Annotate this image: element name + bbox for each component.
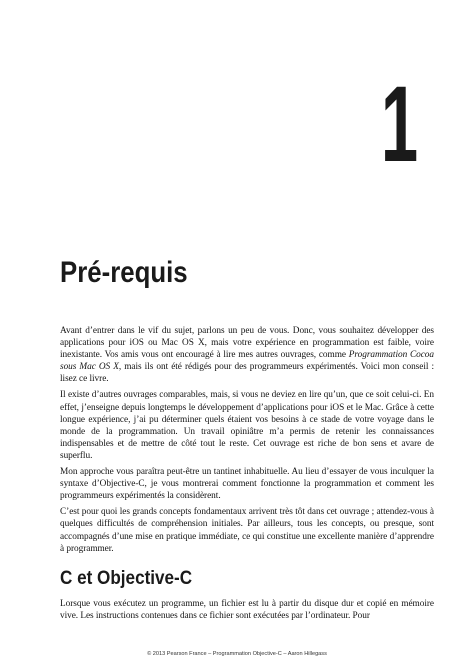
paragraph-intro-start: Avant d’entrer dans le vif du sujet, parlons un peu de vous. Donc, vous souhaitez développer des applications pour iOS ou Mac OS X, mais votre expérience en programmation est faible, voire inexistante. Vos amis vous ont encouragé à lire mes autres ouvrages, comme	[60, 326, 434, 361]
page-footer: © 2013 Pearson France – Programmation Objective-C – Aaron Hillegass	[147, 651, 327, 657]
paragraph-intro-end: , mais ils ont été rédigés pour des programmeurs expérimentés. Voici mon conseil : lisez ce livre.	[60, 362, 434, 385]
section-paragraph: Lorsque vous exécutez un programme, un fichier est lu à partir du disque dur et copié en mémoire vive. Les instructions contenues dans ce fichier sont exécutées par l’ordinateur. Pour	[60, 599, 434, 622]
paragraph-approach: Mon approche vous paraîtra peut-être un tantinet inhabituelle. Au lieu d’essayer de vous inculquer la syntaxe d’Objective-C, je vous montrerai comment fonctionne la programmation et comment les programmeurs expérimentés la considèrent.	[60, 467, 434, 502]
paragraph-concepts: C’est pour quoi les grands concepts fondamentaux arrivent très tôt dans cet ouvrage ; attendez-vous à quelques difficultés de compréhension initiales. Par ailleurs, tous les concepts, ou presque, sont accompagnés d’une mise en pratique immédiate, ce qui constitue une excellente manière d’apprendre à programmer.	[60, 507, 434, 554]
chapter-title: Pré-requis	[60, 256, 188, 289]
section-title: C et Objective-C	[60, 568, 193, 589]
book-title-reference: Programmation Cocoa sous Mac OS X	[60, 350, 434, 373]
chapter-number: 1	[380, 63, 418, 184]
chapter-body	[60, 325, 434, 559]
paragraph-intro	[60, 325, 434, 385]
paragraph-experience: Il existe d’autres ouvrages comparables, mais, si vous ne deviez en lire qu’un, que ce soit celui-ci. En effet, j’enseigne depuis longtemps le développement d’applications pour iOS et le Mac. Grâce à cette longue expérience, j’ai pu déterminer quels étaient vos besoins à ce stade de votre voyage dans le monde de la programmation. Un travail opiniâtre m’a permis de retenir les connaissances indispensables et de mettre de côté tout le reste. Cet ouvrage est riche de bon sens et avare de superflu.	[60, 390, 434, 461]
